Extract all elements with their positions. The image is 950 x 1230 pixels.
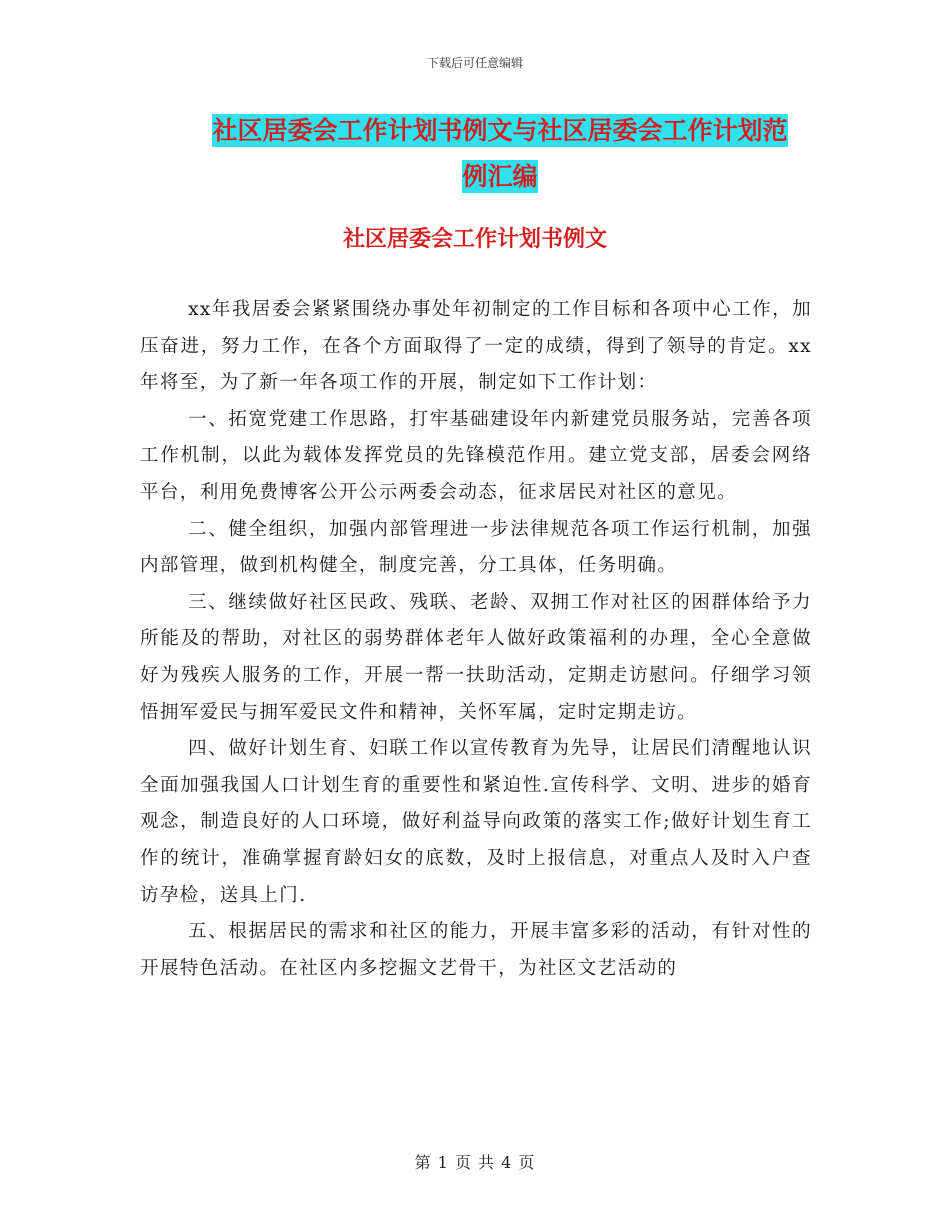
title-line-1: 社区居委会工作计划书例文与社区居委会工作计划范	[212, 116, 788, 145]
paragraph: 三、继续做好社区民政、残联、老龄、双拥工作对社区的困群体给予力所能及的帮助，对社区的弱势群体老年人做好政策福利的办理，全心全意做好为残疾人服务的工作，开展一帮一扶助活动，定期走访慰问。仔细学习领悟拥军爱民与拥军爱民文件和精神，关怀军属，定时定期走访。	[140, 591, 812, 723]
header-note: 下载后可任意编辑	[426, 56, 523, 70]
title-line-2: 例汇编	[462, 162, 538, 191]
document-title	[140, 108, 860, 200]
paragraph: 五、根据居民的需求和社区的能力，开展丰富多彩的活动，有针对性的开展特色活动。在社区内多挖掘文艺骨干，为社区文艺活动的	[140, 921, 812, 979]
page-footer: 第 1 页 共 4 页	[414, 1153, 536, 1172]
paragraph: 四、做好计划生育、妇联工作以宣传教育为先导，让居民们清醒地认识全面加强我国人口计划生育的重要性和紧迫性.宣传科学、文明、进步的婚育观念，制造良好的人口环境，做好利益导向政策的落实工作;做好计划生育工作的统计，准确掌握育龄妇女的底数，及时上报信息，对重点人及时入户查访孕检，送具上门.	[140, 738, 812, 906]
document-body	[140, 292, 812, 987]
paragraph: 二、健全组织，加强内部管理进一步法律规范各项工作运行机制，加强内部管理，做到机构健全，制度完善，分工具体，任务明确。	[140, 518, 812, 577]
section-title: 社区居委会工作计划书例文	[342, 226, 607, 252]
paragraph: xx年我居委会紧紧围绕办事处年初制定的工作目标和各项中心工作，加压奋进，努力工作，在各个方面取得了一定的成绩，得到了领导的肯定。xx年将至，为了新一年各项工作的开展，制定如下工作计划：	[140, 299, 812, 394]
paragraph: 一、拓宽党建工作思路，打牢基础建设年内新建党员服务站，完善各项工作机制，以此为载体发挥党员的先锋模范作用。建立党支部，居委会网络平台，利用免费博客公开公示两委会动态，征求居民对社区的意见。	[140, 408, 812, 503]
